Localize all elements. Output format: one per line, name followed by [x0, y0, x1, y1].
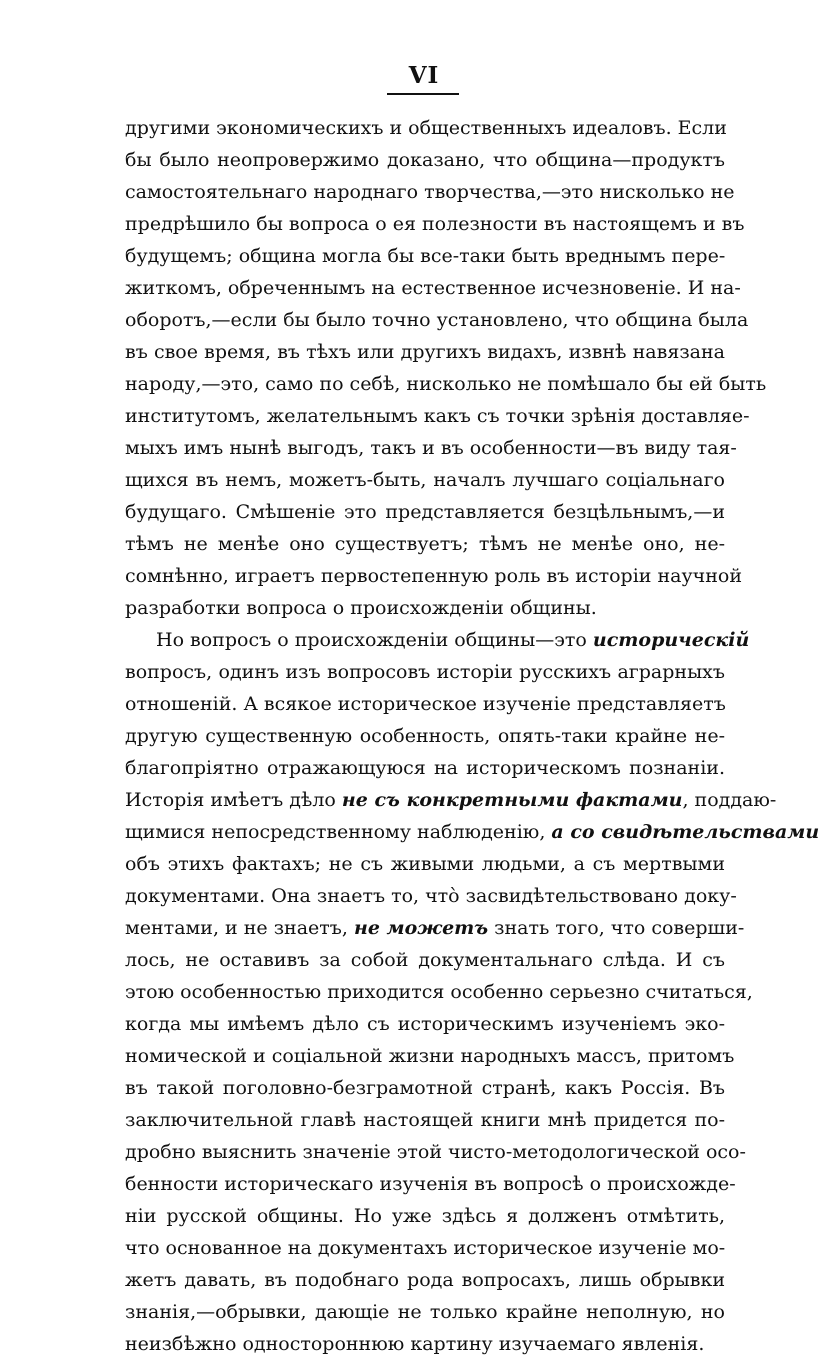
text-line: отношеній. А всякое историческое изученіе представляетъ: [125, 693, 726, 715]
text-line: жетъ давать, въ подобнаго рода вопросахъ, лишь обрывки: [125, 1269, 725, 1291]
text-line: Исторія имѣетъ дѣло не съ конкретными фактами, поддаю-: [125, 789, 777, 811]
page-number: VI: [408, 62, 440, 89]
paragraph: [125, 112, 767, 624]
text-line: предрѣшило бы вопроса о ея полезности въ настоящемъ и въ: [125, 213, 745, 235]
text-line: этою особенностью приходится особенно серьезно считаться,: [125, 981, 753, 1003]
text-line: сомнѣнно, играетъ первостепенную роль въ исторіи научной: [125, 565, 742, 587]
text-line: ментами, и не знаетъ, не можетъ знать того, что соверши-: [125, 917, 745, 939]
text-line: оборотъ,—если бы было точно установлено, что община была: [125, 309, 749, 331]
text-line: номической и соціальной жизни народныхъ массъ, притомъ: [125, 1045, 735, 1067]
text-line: въ свое время, въ тѣхъ или другихъ видахъ, извнѣ навязана: [125, 341, 725, 363]
text-line: другую существенную особенность, опять-таки крайне не-: [125, 725, 725, 747]
text-line: заключительной главѣ настоящей книги мнѣ придется по-: [125, 1109, 725, 1131]
paragraph: [125, 624, 820, 1360]
italic-emphasis: не можетъ: [353, 917, 489, 939]
text-line: тѣмъ не менѣе оно существуетъ; тѣмъ не менѣе оно, не-: [125, 533, 725, 555]
text-line: щихся въ немъ, можетъ-быть, началъ лучшаго соціальнаго: [125, 469, 725, 491]
text-line: объ этихъ фактахъ; не съ живыми людьми, а съ мертвыми: [125, 853, 725, 875]
text-line: другими экономическихъ и общественныхъ идеаловъ. Если: [125, 117, 727, 139]
text-line: лось, не оставивъ за собой документальнаго слѣда. И съ: [125, 949, 725, 971]
text-line: житкомъ, обреченнымъ на естественное исчезновеніе. И на-: [125, 277, 741, 299]
italic-emphasis: историческій: [592, 629, 750, 651]
text-line: дробно выяснить значеніе этой чисто-методологической осо-: [125, 1141, 746, 1163]
text-line: документами. Она знаетъ то, что̀ засвидѣтельствовано доку-: [125, 885, 737, 907]
text-line: вопросъ, одинъ изъ вопросовъ исторіи русскихъ аграрныхъ: [125, 661, 725, 683]
page-number-rule: [387, 93, 459, 95]
text-line: бенности историческаго изученія въ вопросѣ о происхожде-: [125, 1173, 736, 1195]
text-line: неизбѣжно одностороннюю картину изучаемаго явленія.: [125, 1333, 705, 1355]
body-text: [125, 112, 820, 1360]
text-line: щимися непосредственному наблюденію, а со свидѣтельствами: [125, 821, 820, 843]
text-line: будущемъ; община могла бы все-таки быть вреднымъ пере-: [125, 245, 726, 267]
text-line: Но вопросъ о происхожденіи общины—это историческій: [156, 629, 750, 651]
text-line: будущаго. Смѣшеніе это представляется безцѣльнымъ,—и: [125, 501, 725, 523]
text-line: что основанное на документахъ историческое изученіе мо-: [125, 1237, 726, 1259]
text-line: народу,—это, само по себѣ, нисколько не помѣшало бы ей быть: [125, 373, 767, 395]
text-line: институтомъ, желательнымъ какъ съ точки зрѣнія доставляе-: [125, 405, 750, 427]
text-line: когда мы имѣемъ дѣло съ историческимъ изученіемъ эко-: [125, 1013, 725, 1035]
text-line: ніи русской общины. Но уже здѣсь я долженъ отмѣтить,: [125, 1205, 725, 1227]
text-line: въ такой поголовно-безграмотной странѣ, какъ Россія. Въ: [125, 1077, 725, 1099]
text-line: благопріятно отражающуюся на историческомъ познаніи.: [125, 757, 725, 779]
text-line: мыхъ имъ нынѣ выгодъ, такъ и въ особенности—въ виду тая-: [125, 437, 737, 459]
text-line: знанія,—обрывки, дающіе не только крайне неполную, но: [125, 1301, 725, 1323]
text-line: бы было неопровержимо доказано, что община—продуктъ: [125, 149, 725, 171]
italic-emphasis: а со свидѣтельствами: [551, 821, 820, 843]
italic-emphasis: не съ конкретными фактами: [341, 789, 683, 811]
text-line: разработки вопроса о происхожденіи общины.: [125, 597, 597, 619]
text-line: самостоятельнаго народнаго творчества,—это нисколько не: [125, 181, 735, 203]
